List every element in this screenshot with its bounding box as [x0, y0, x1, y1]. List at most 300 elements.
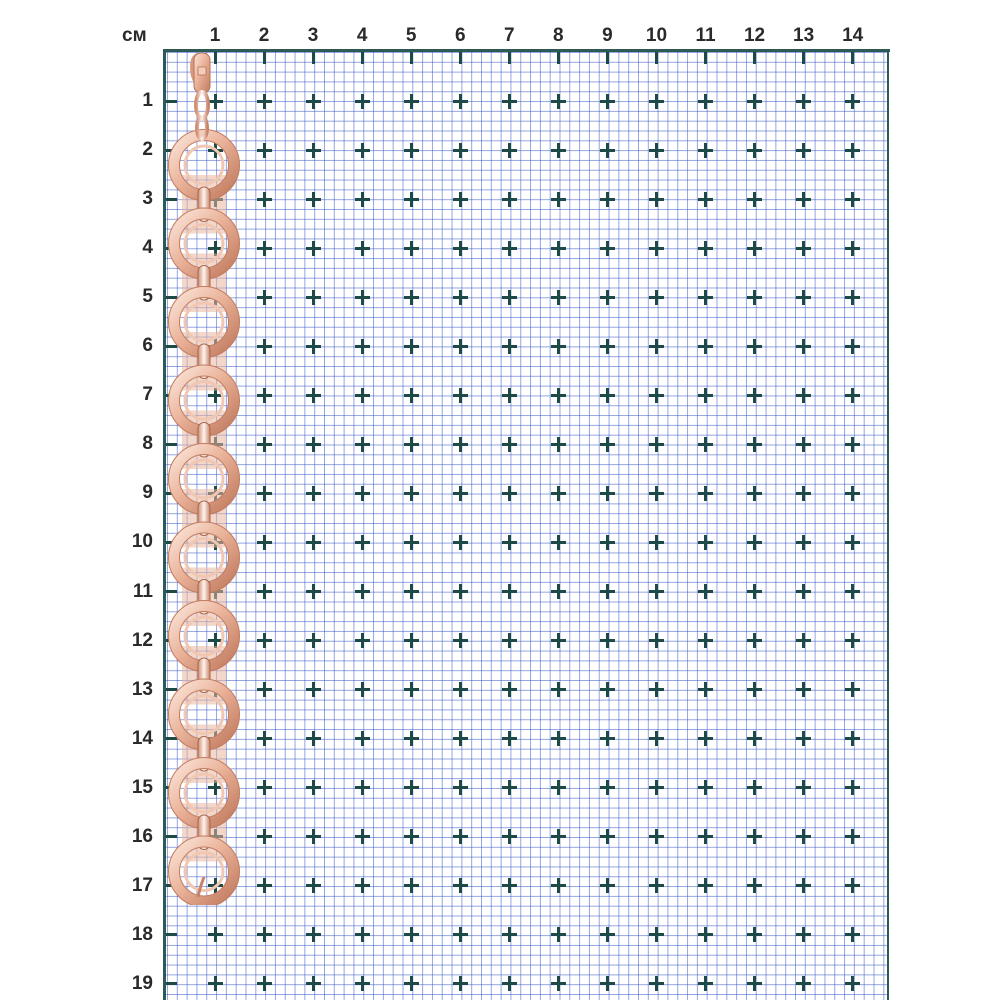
grid-cross [698, 633, 713, 648]
grid-cross [747, 388, 762, 403]
grid-cross [551, 143, 566, 158]
y-axis-label: 8 [142, 433, 153, 455]
grid-cross [551, 927, 566, 942]
x-axis-label: 2 [258, 25, 270, 46]
x-axis-label: 14 [842, 25, 864, 46]
grid-cross [551, 339, 566, 354]
grid-cross [502, 927, 517, 942]
y-axis-label: 18 [131, 923, 153, 945]
unit-label: см [122, 25, 147, 46]
grid-cross [845, 241, 860, 256]
grid-cross [306, 143, 321, 158]
grid-cross [796, 927, 811, 942]
grid-cross [453, 94, 468, 109]
x-tick [704, 52, 707, 64]
grid-cross [600, 976, 615, 991]
grid-cross [649, 682, 664, 697]
grid-cross [747, 339, 762, 354]
grid-cross [306, 437, 321, 452]
grid-cross [698, 339, 713, 354]
grid-cross [404, 388, 419, 403]
grid-cross [551, 633, 566, 648]
grid-cross [257, 94, 272, 109]
grid-cross [404, 486, 419, 501]
x-tick [557, 52, 560, 64]
grid-cross [355, 388, 370, 403]
grid-cross [502, 143, 517, 158]
grid-cross [404, 584, 419, 599]
grid-cross [257, 976, 272, 991]
grid-cross [551, 535, 566, 550]
grid-cross [747, 241, 762, 256]
grid-cross [502, 486, 517, 501]
grid-cross [600, 682, 615, 697]
grid-cross [551, 829, 566, 844]
grid-cross [845, 94, 860, 109]
grid-cross [208, 976, 223, 991]
grid-cross [600, 584, 615, 599]
grid-cross [845, 290, 860, 305]
x-axis-label: 3 [307, 25, 319, 46]
grid-cross [257, 535, 272, 550]
grid-cross [453, 976, 468, 991]
grid-cross [502, 682, 517, 697]
grid-cross [502, 731, 517, 746]
grid-cross [355, 633, 370, 648]
grid-cross [845, 682, 860, 697]
grid-cross [796, 633, 811, 648]
y-axis-label: 15 [131, 776, 153, 798]
grid-cross [698, 780, 713, 795]
grid-cross [306, 486, 321, 501]
grid-cross [845, 731, 860, 746]
grid-cross [502, 829, 517, 844]
grid-cross [355, 682, 370, 697]
grid-cross [698, 584, 713, 599]
grid-cross [796, 535, 811, 550]
grid-cross [355, 339, 370, 354]
grid-cross [404, 143, 419, 158]
grid-cross [453, 829, 468, 844]
grid-cross [649, 339, 664, 354]
y-axis-label: 4 [142, 237, 153, 259]
grid-cross [747, 192, 762, 207]
grid-cross [698, 535, 713, 550]
grid-cross [306, 780, 321, 795]
grid-cross [257, 290, 272, 305]
grid-cross [355, 192, 370, 207]
grid-cross [796, 682, 811, 697]
grid-cross [698, 94, 713, 109]
grid-cross [404, 339, 419, 354]
x-tick [459, 52, 462, 64]
grid-cross [600, 486, 615, 501]
bracelet-image [160, 45, 250, 905]
grid-cross [453, 633, 468, 648]
grid-cross [551, 878, 566, 893]
grid-cross [747, 584, 762, 599]
x-axis-label: 9 [602, 25, 613, 46]
y-axis-label: 9 [142, 482, 153, 504]
y-tick [165, 933, 177, 936]
grid-cross [453, 486, 468, 501]
grid-cross [600, 192, 615, 207]
x-axis-label: 12 [743, 25, 766, 46]
grid-cross [257, 682, 272, 697]
grid-cross [698, 143, 713, 158]
grid-cross [453, 143, 468, 158]
grid-cross [796, 94, 811, 109]
y-axis-label: 17 [131, 874, 153, 896]
grid-cross [600, 388, 615, 403]
grid-cross [404, 829, 419, 844]
grid-cross [257, 388, 272, 403]
grid-cross [649, 290, 664, 305]
x-axis-label: 4 [356, 25, 368, 46]
x-tick [410, 52, 413, 64]
clasp-icon [192, 53, 210, 139]
grid-cross [306, 829, 321, 844]
grid-cross [257, 192, 272, 207]
grid-cross [600, 878, 615, 893]
grid-cross [747, 682, 762, 697]
grid-cross [257, 486, 272, 501]
grid-cross [306, 94, 321, 109]
grid-cross [551, 584, 566, 599]
y-axis-label: 2 [142, 139, 153, 161]
grid-cross [306, 192, 321, 207]
grid-cross [845, 437, 860, 452]
grid-cross [747, 927, 762, 942]
y-axis-label: 7 [142, 384, 153, 406]
grid-cross [551, 437, 566, 452]
grid-cross [306, 731, 321, 746]
grid-cross [796, 878, 811, 893]
grid-cross [502, 780, 517, 795]
grid-cross [796, 192, 811, 207]
grid-cross [453, 388, 468, 403]
grid-cross [698, 878, 713, 893]
grid-cross [355, 731, 370, 746]
grid-cross [355, 829, 370, 844]
grid-cross [208, 927, 223, 942]
y-axis-label: 16 [131, 825, 153, 847]
grid-cross [257, 927, 272, 942]
grid-cross [453, 878, 468, 893]
grid-cross [502, 535, 517, 550]
grid-cross [845, 388, 860, 403]
grid-cross [502, 339, 517, 354]
grid-cross [845, 339, 860, 354]
grid-cross [600, 94, 615, 109]
grid-cross [257, 339, 272, 354]
grid-cross [747, 731, 762, 746]
grid-cross [698, 290, 713, 305]
x-axis-label: 1 [209, 25, 221, 46]
grid-cross [649, 437, 664, 452]
grid-cross [600, 633, 615, 648]
grid-cross [649, 584, 664, 599]
grid-cross [747, 437, 762, 452]
grid-cross [845, 143, 860, 158]
grid-cross [306, 976, 321, 991]
grid-cross [649, 94, 664, 109]
x-axis-label: 8 [553, 25, 564, 46]
grid-cross [453, 339, 468, 354]
grid-cross [355, 535, 370, 550]
grid-cross [257, 731, 272, 746]
grid-cross [845, 976, 860, 991]
grid-cross [502, 584, 517, 599]
grid-cross [698, 682, 713, 697]
x-tick [753, 52, 756, 64]
grid-cross [502, 241, 517, 256]
grid-cross [796, 976, 811, 991]
grid-cross [257, 878, 272, 893]
grid-cross [453, 241, 468, 256]
y-axis-label: 13 [131, 678, 153, 700]
grid-cross [355, 290, 370, 305]
grid-cross [551, 388, 566, 403]
grid-cross [649, 976, 664, 991]
grid-cross [404, 290, 419, 305]
grid-cross [698, 927, 713, 942]
grid-cross [453, 584, 468, 599]
grid-cross [404, 241, 419, 256]
grid-cross [600, 339, 615, 354]
grid-cross [747, 143, 762, 158]
x-tick [851, 52, 854, 64]
grid-cross [600, 927, 615, 942]
grid-cross [404, 437, 419, 452]
grid-cross [649, 829, 664, 844]
grid-cross [502, 94, 517, 109]
grid-cross [404, 94, 419, 109]
grid-cross [600, 143, 615, 158]
grid-cross [306, 682, 321, 697]
y-axis-label: 10 [131, 531, 153, 553]
grid-cross [453, 290, 468, 305]
grid-cross [649, 633, 664, 648]
grid-frame-top [163, 49, 890, 52]
grid-cross [796, 829, 811, 844]
grid-cross [355, 94, 370, 109]
grid-cross [502, 388, 517, 403]
grid-cross [306, 584, 321, 599]
grid-cross [845, 780, 860, 795]
grid-cross [453, 780, 468, 795]
grid-cross [355, 241, 370, 256]
grid-cross [404, 976, 419, 991]
y-axis-label: 12 [131, 629, 153, 651]
grid-cross [257, 829, 272, 844]
grid-cross [551, 192, 566, 207]
grid-cross [698, 192, 713, 207]
y-tick [165, 982, 177, 985]
grid-cross [551, 976, 566, 991]
grid-cross [649, 878, 664, 893]
grid-cross [796, 388, 811, 403]
grid-cross [502, 437, 517, 452]
grid-cross [502, 633, 517, 648]
grid-cross [649, 192, 664, 207]
grid-cross [796, 143, 811, 158]
x-axis-label: 6 [454, 25, 466, 46]
grid-cross [404, 927, 419, 942]
grid-cross [698, 976, 713, 991]
grid-cross [747, 633, 762, 648]
grid-cross [502, 976, 517, 991]
grid-cross [796, 780, 811, 795]
grid-cross [404, 192, 419, 207]
grid-cross [796, 584, 811, 599]
grid-cross [796, 731, 811, 746]
grid-cross [257, 241, 272, 256]
y-axis-label: 5 [142, 286, 153, 308]
grid-cross [649, 780, 664, 795]
grid-cross [649, 731, 664, 746]
grid-cross [649, 927, 664, 942]
grid-frame-right [887, 49, 889, 1000]
grid-cross [453, 682, 468, 697]
grid-cross [355, 486, 370, 501]
grid-cross [747, 780, 762, 795]
x-axis-label: 13 [793, 25, 815, 46]
grid-cross [747, 94, 762, 109]
grid-cross [649, 388, 664, 403]
grid-cross [747, 290, 762, 305]
grid-cross [355, 584, 370, 599]
grid-cross [355, 878, 370, 893]
grid-cross [845, 535, 860, 550]
grid-cross [600, 437, 615, 452]
grid-cross [845, 829, 860, 844]
grid-cross [551, 290, 566, 305]
grid-cross [698, 437, 713, 452]
grid-cross [845, 192, 860, 207]
grid-cross [845, 633, 860, 648]
grid-cross [698, 388, 713, 403]
grid-cross [551, 241, 566, 256]
y-axis-label: 1 [142, 90, 153, 111]
grid-cross [747, 829, 762, 844]
grid-cross [306, 878, 321, 893]
grid-cross [453, 437, 468, 452]
grid-cross [649, 486, 664, 501]
y-axis-label: 6 [142, 335, 153, 357]
grid-cross [355, 143, 370, 158]
x-axis-label: 5 [405, 25, 417, 46]
grid-cross [502, 290, 517, 305]
grid-cross [355, 927, 370, 942]
grid-cross [453, 731, 468, 746]
grid-cross [355, 437, 370, 452]
grid-cross [600, 290, 615, 305]
y-axis-label: 11 [132, 580, 153, 602]
grid-cross [600, 241, 615, 256]
x-axis-label: 7 [504, 25, 515, 46]
grid-cross [600, 731, 615, 746]
grid-cross [796, 339, 811, 354]
grid-cross [306, 290, 321, 305]
x-tick [655, 52, 658, 64]
grid-cross [845, 878, 860, 893]
grid-cross [306, 927, 321, 942]
grid-cross [796, 290, 811, 305]
grid-cross [600, 829, 615, 844]
grid-cross [600, 535, 615, 550]
grid-cross [649, 535, 664, 550]
graph-paper-grid [165, 52, 888, 1000]
grid-cross [355, 976, 370, 991]
x-axis-label: 10 [645, 25, 668, 46]
grid-cross [551, 682, 566, 697]
grid-cross [698, 486, 713, 501]
grid-cross [257, 780, 272, 795]
grid-cross [306, 339, 321, 354]
grid-cross [551, 731, 566, 746]
grid-cross [306, 241, 321, 256]
grid-cross [796, 486, 811, 501]
grid-cross [796, 241, 811, 256]
grid-cross [698, 241, 713, 256]
grid-cross [502, 192, 517, 207]
grid-cross [796, 437, 811, 452]
grid-cross [551, 780, 566, 795]
x-tick [361, 52, 364, 64]
x-tick [312, 52, 315, 64]
grid-cross [404, 633, 419, 648]
grid-cross [453, 192, 468, 207]
grid-cross [306, 535, 321, 550]
grid-cross [649, 241, 664, 256]
grid-cross [551, 486, 566, 501]
grid-cross [747, 976, 762, 991]
grid-cross [747, 486, 762, 501]
x-tick [802, 52, 805, 64]
y-axis-label: 19 [131, 972, 153, 994]
y-axis-label: 14 [131, 727, 153, 749]
grid-cross [404, 878, 419, 893]
grid-cross [502, 878, 517, 893]
x-tick [508, 52, 511, 64]
grid-cross [845, 486, 860, 501]
grid-cross [698, 731, 713, 746]
grid-cross [845, 584, 860, 599]
grid-cross [404, 780, 419, 795]
grid-cross [698, 829, 713, 844]
grid-cross [257, 584, 272, 599]
grid-cross [306, 633, 321, 648]
grid-cross [404, 535, 419, 550]
x-tick [263, 52, 266, 64]
grid-cross [845, 927, 860, 942]
grid-cross [404, 682, 419, 697]
grid-cross [306, 388, 321, 403]
grid-cross [404, 731, 419, 746]
grid-cross [747, 878, 762, 893]
grid-cross [747, 535, 762, 550]
grid-cross [355, 780, 370, 795]
grid-cross [257, 143, 272, 158]
grid-cross [453, 535, 468, 550]
bracelet-rings [169, 130, 240, 906]
grid-cross [551, 94, 566, 109]
grid-cross [257, 437, 272, 452]
bracelet-ring [169, 836, 240, 905]
x-axis-label: 11 [695, 25, 716, 46]
grid-cross [257, 633, 272, 648]
